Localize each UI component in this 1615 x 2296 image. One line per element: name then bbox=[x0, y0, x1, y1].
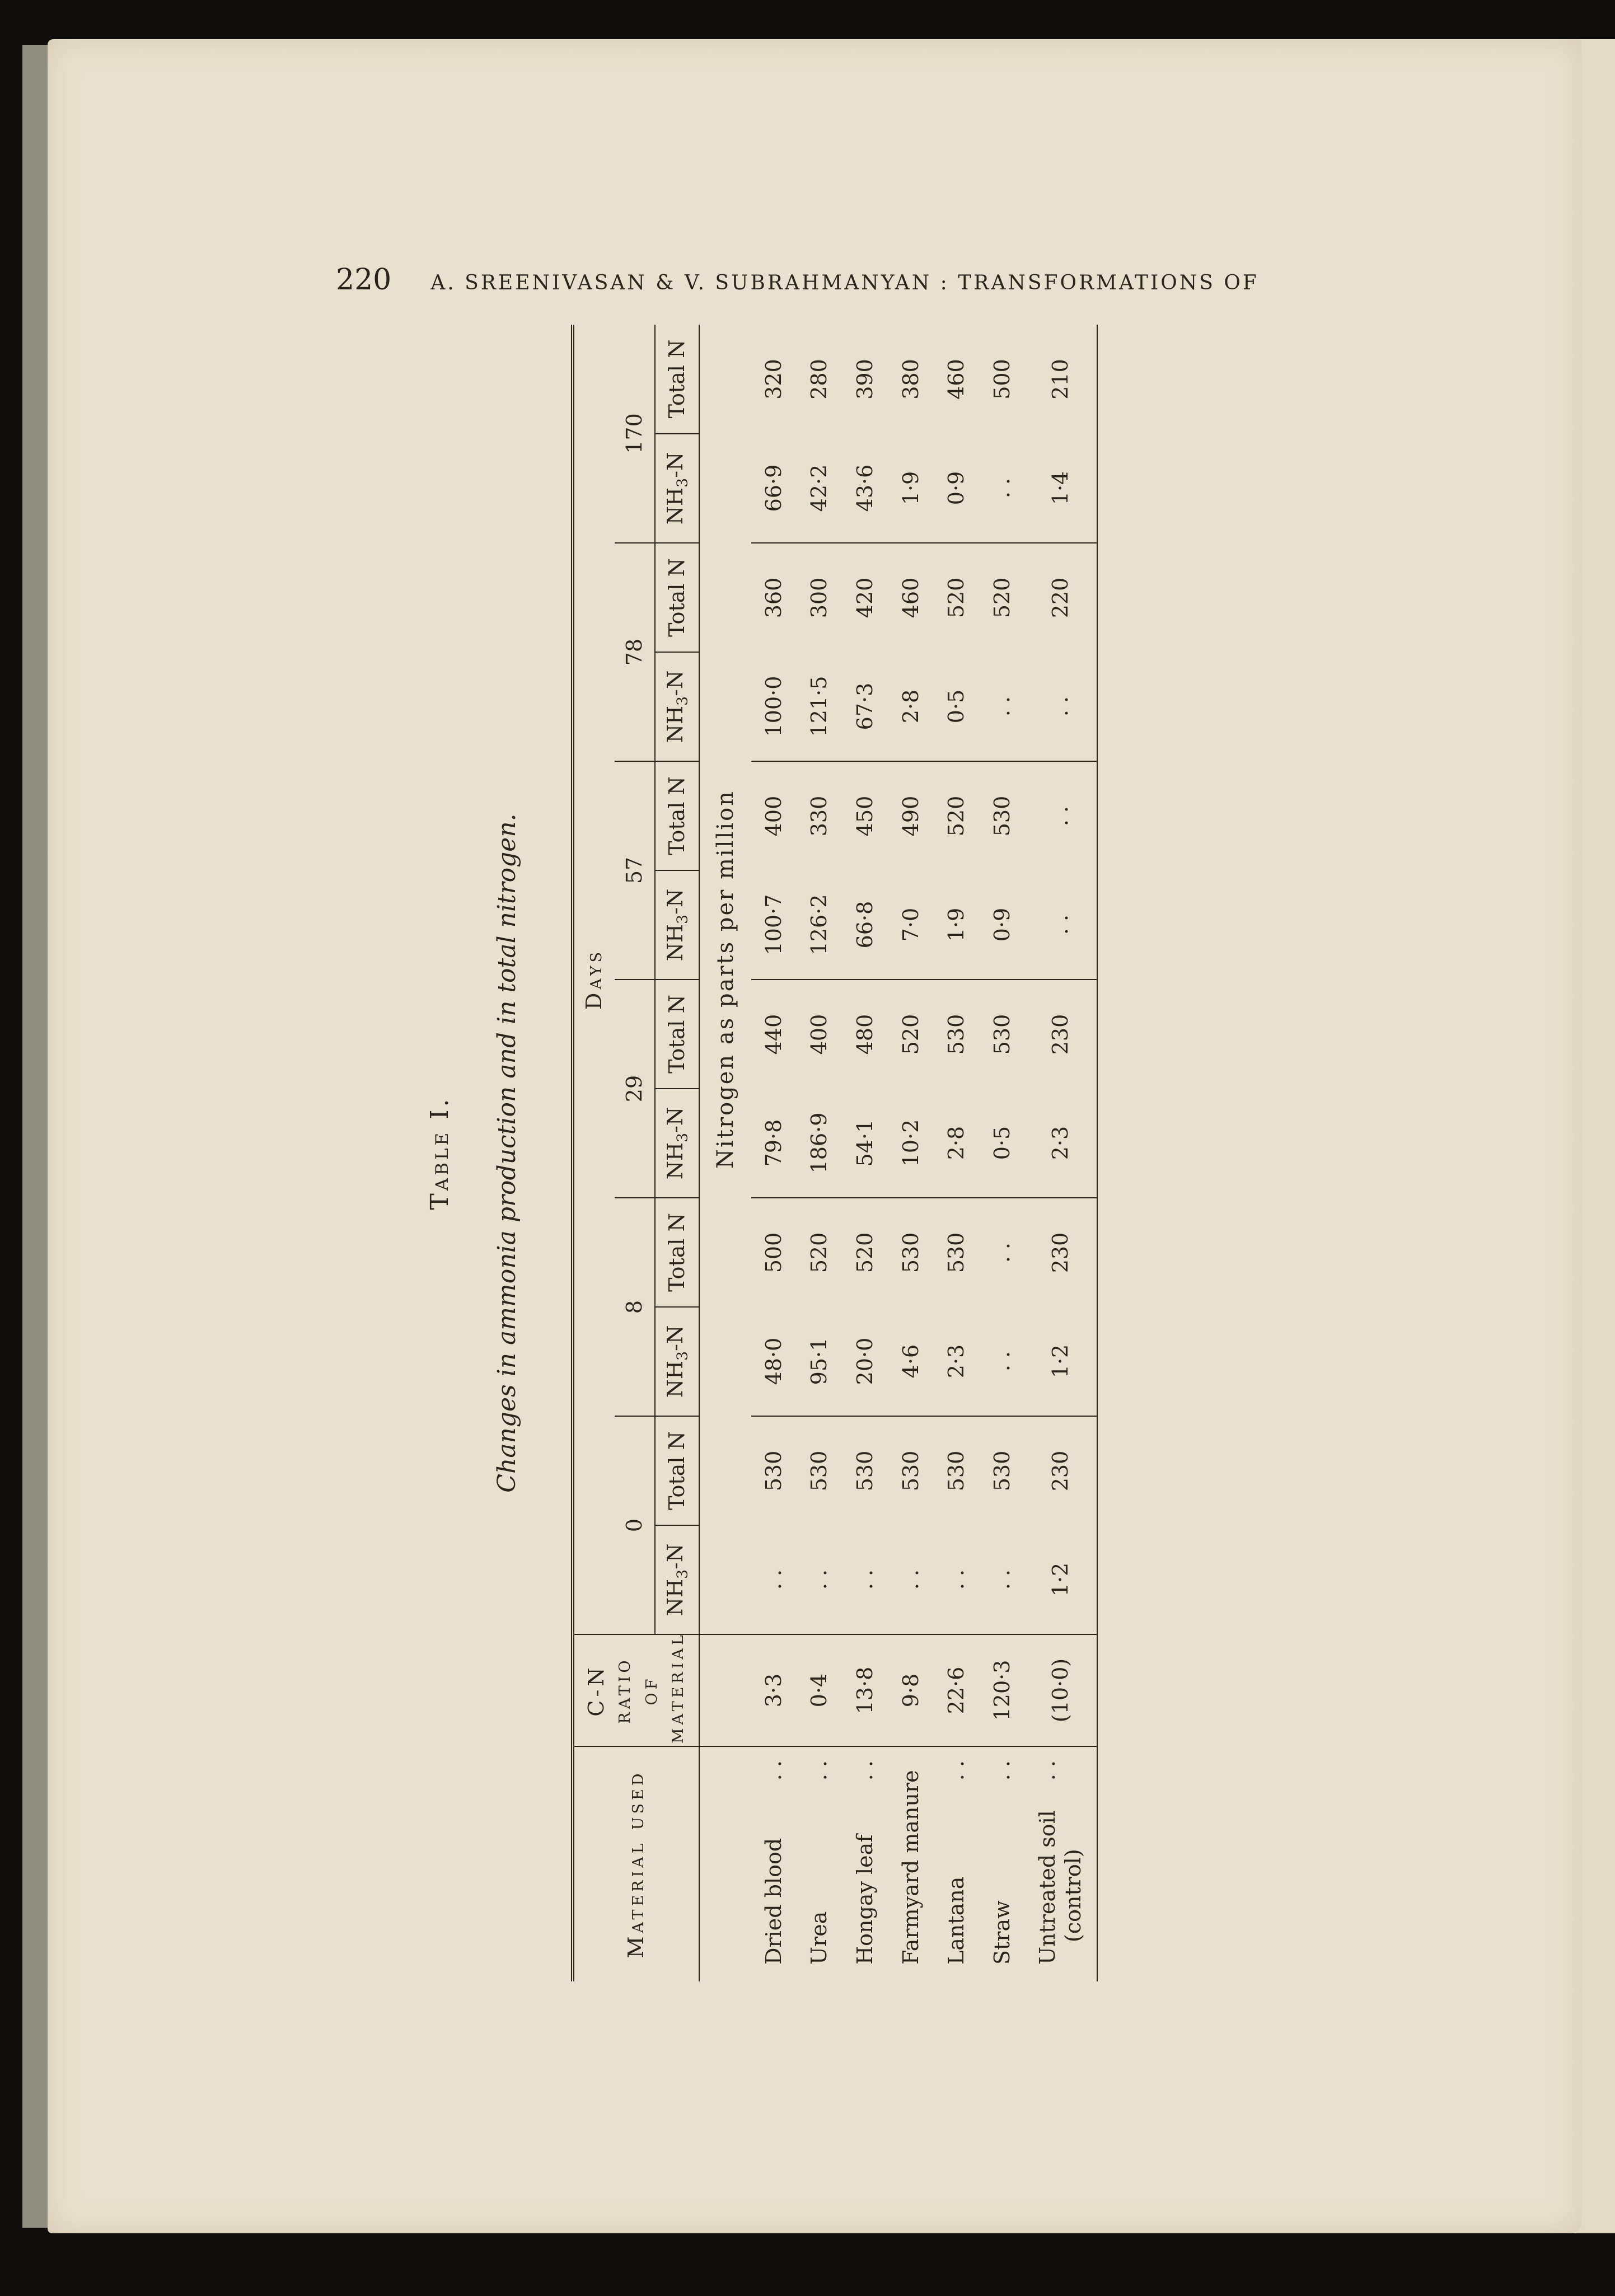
nh3-n-cell: 100·7 bbox=[751, 870, 797, 980]
header-day: 0 bbox=[615, 1416, 656, 1634]
nh3-suffix: -N bbox=[663, 1543, 687, 1569]
total-n-cell: 530 bbox=[898, 1450, 923, 1492]
nh3-n-cell: 1·9 bbox=[934, 870, 980, 980]
nh3-n-cell: 43·6 bbox=[842, 434, 888, 543]
material-name: Straw bbox=[989, 1900, 1014, 1965]
nh3-n-cell: 66·9 bbox=[751, 434, 797, 543]
total-n-cell: 490 bbox=[898, 795, 923, 837]
nh3-subscript: 3 bbox=[673, 1351, 691, 1361]
total-n-cell: 530 bbox=[989, 1014, 1014, 1055]
material-cell bbox=[888, 1746, 934, 1981]
cn-ratio-cell: (10·0) bbox=[1025, 1634, 1097, 1746]
nh3-n-cell: 1·2 bbox=[1025, 1525, 1097, 1634]
nh3-n-cell: 2·3 bbox=[934, 1307, 980, 1416]
header-nh3-n bbox=[655, 1525, 699, 1634]
header-row-days bbox=[573, 325, 615, 1981]
total-n-cell: 320 bbox=[761, 359, 786, 400]
nh3-n-cell: . . bbox=[751, 1525, 797, 1634]
nh3-n-cell: 0·9 bbox=[934, 434, 980, 543]
nh3-n-cell: 67·3 bbox=[842, 652, 888, 761]
nh3-n-cell: 0·5 bbox=[934, 652, 980, 761]
total-n-cell: 460 bbox=[898, 577, 923, 618]
total-n-cell: 230 bbox=[1025, 980, 1097, 1089]
nh3-n-cell: . . bbox=[842, 1525, 888, 1634]
header-material-label: Material used bbox=[624, 1770, 649, 1958]
nh3-n-cell: 95·1 bbox=[797, 1307, 842, 1416]
material-cell bbox=[1025, 1746, 1097, 1981]
nh3-n-cell: 48·0 bbox=[751, 1307, 797, 1416]
cn-ratio-cell: 22·6 bbox=[934, 1634, 980, 1746]
material-cell bbox=[934, 1746, 980, 1981]
running-head: A. SREENIVASAN & V. SUBRAHMANYAN : TRANSFORMATIONS OF bbox=[430, 271, 1259, 294]
nh3-n-cell: . . bbox=[888, 1525, 934, 1634]
nh3-n-cell: 100·0 bbox=[751, 652, 797, 761]
header-nh3-n bbox=[655, 652, 699, 761]
rotated-table-block bbox=[425, 325, 1204, 1981]
total-n-cell: 360 bbox=[761, 577, 786, 618]
total-n-cell: 520 bbox=[944, 795, 969, 837]
nh3-n-cell: . . bbox=[934, 1525, 980, 1634]
total-n-cell: 300 bbox=[807, 577, 832, 618]
header-total-n: Total N bbox=[655, 543, 699, 652]
total-n-cell: 530 bbox=[761, 1450, 786, 1492]
material-cell bbox=[842, 1746, 888, 1981]
nh3-subscript: 3 bbox=[673, 477, 691, 488]
nh3-prefix: NH bbox=[663, 1360, 687, 1398]
leader-dots: . . bbox=[853, 1760, 878, 1781]
table-row bbox=[934, 325, 980, 1981]
material-cell bbox=[980, 1746, 1026, 1981]
total-n-cell: 210 bbox=[1025, 325, 1097, 434]
total-n-cell: . . bbox=[1025, 761, 1097, 870]
nh3-n-cell: 54·1 bbox=[842, 1089, 888, 1198]
header-days: Days bbox=[573, 325, 615, 1634]
nh3-n-cell: 7·0 bbox=[888, 870, 934, 980]
header-total-n: Total N bbox=[655, 761, 699, 870]
leader-dots: . . bbox=[944, 1760, 969, 1781]
material-name: Hongay leaf bbox=[853, 1834, 878, 1965]
material-name-continued: (control) bbox=[1060, 1849, 1085, 1942]
total-n-cell: 330 bbox=[807, 795, 832, 837]
total-n-cell: 440 bbox=[761, 1014, 786, 1055]
table-row bbox=[751, 325, 797, 1981]
page-header bbox=[336, 263, 1288, 302]
nh3-n-cell: 1·9 bbox=[888, 434, 934, 543]
nh3-n-cell: 0·5 bbox=[980, 1089, 1026, 1198]
nh3-n-cell: . . bbox=[980, 652, 1026, 761]
nh3-n-cell: 1·4 bbox=[1025, 434, 1097, 543]
total-n-cell: 230 bbox=[1025, 1416, 1097, 1525]
header-day: 57 bbox=[615, 761, 656, 980]
nh3-n-cell: 2·8 bbox=[888, 652, 934, 761]
nh3-n-cell: 186·9 bbox=[797, 1089, 842, 1198]
nh3-n-cell: 4·6 bbox=[888, 1307, 934, 1416]
total-n-cell: 530 bbox=[989, 1450, 1014, 1492]
nh3-n-cell: . . bbox=[1025, 870, 1097, 980]
nh3-n-cell: 0·9 bbox=[980, 870, 1026, 980]
material-cell bbox=[751, 1746, 797, 1981]
nh3-n-cell: . . bbox=[980, 434, 1026, 543]
table-row bbox=[980, 325, 1026, 1981]
total-n-cell: 450 bbox=[853, 795, 878, 837]
table-row bbox=[1025, 325, 1097, 1981]
material-cell bbox=[797, 1746, 842, 1981]
total-n-cell: 500 bbox=[989, 359, 1014, 400]
nh3-n-cell: 2·3 bbox=[1025, 1089, 1097, 1198]
nh3-suffix: -N bbox=[663, 452, 687, 478]
total-n-cell: 420 bbox=[853, 577, 878, 618]
nh3-suffix: -N bbox=[663, 1107, 687, 1133]
nh3-suffix: -N bbox=[663, 670, 687, 696]
nh3-n-cell: 10·2 bbox=[888, 1089, 934, 1198]
nh3-n-cell: . . bbox=[797, 1525, 842, 1634]
total-n-cell: 280 bbox=[807, 359, 832, 400]
header-nh3-n bbox=[655, 1307, 699, 1416]
table-row bbox=[842, 325, 888, 1981]
nh3-prefix: NH bbox=[663, 705, 687, 743]
header-total-n: Total N bbox=[655, 325, 699, 434]
unit-label: Nitrogen as parts per million bbox=[699, 325, 751, 1634]
header-ratio-line2: of bbox=[636, 1675, 662, 1705]
nh3-subscript: 3 bbox=[673, 1569, 691, 1579]
total-n-cell: 500 bbox=[761, 1232, 786, 1273]
material-name: Untreated soil bbox=[1035, 1810, 1060, 1965]
total-n-cell: 220 bbox=[1025, 543, 1097, 652]
table-row bbox=[888, 325, 934, 1981]
total-n-cell: . . bbox=[989, 1242, 1014, 1263]
nh3-n-cell: . . bbox=[980, 1525, 1026, 1634]
material-name: Dried blood bbox=[761, 1838, 786, 1965]
leader-dots: . . bbox=[807, 1760, 832, 1781]
nh3-prefix: NH bbox=[663, 924, 687, 962]
header-total-n: Total N bbox=[655, 1416, 699, 1525]
nh3-prefix: NH bbox=[663, 1578, 687, 1616]
total-n-cell: 530 bbox=[944, 1450, 969, 1492]
material-name: Urea bbox=[807, 1911, 832, 1965]
header-day: 170 bbox=[615, 325, 656, 543]
table-label: Table I. bbox=[425, 1096, 454, 1210]
nh3-prefix: NH bbox=[663, 1142, 687, 1180]
cn-ratio-cell: 13·8 bbox=[842, 1634, 888, 1746]
material-name: Farmyard manure bbox=[898, 1770, 923, 1965]
total-n-cell: 520 bbox=[898, 1014, 923, 1055]
unit-spacer bbox=[699, 1634, 751, 1746]
nh3-subscript: 3 bbox=[673, 1132, 691, 1142]
header-nh3-n bbox=[655, 1089, 699, 1198]
total-n-cell: 520 bbox=[989, 577, 1014, 618]
nh3-n-cell: 79·8 bbox=[751, 1089, 797, 1198]
nh3-prefix: NH bbox=[663, 487, 687, 525]
header-nh3-n bbox=[655, 434, 699, 543]
table-row bbox=[797, 325, 842, 1981]
nh3-n-cell: 121·5 bbox=[797, 652, 842, 761]
leader-dots: . . bbox=[1035, 1760, 1060, 1781]
cn-ratio-cell: 0·4 bbox=[797, 1634, 842, 1746]
total-n-cell: 400 bbox=[761, 795, 786, 837]
header-nh3-n bbox=[655, 870, 699, 980]
nh3-n-cell: 20·0 bbox=[842, 1307, 888, 1416]
total-n-cell: 520 bbox=[944, 577, 969, 618]
header-day: 29 bbox=[615, 980, 656, 1198]
header-ratio-line3: material bbox=[663, 1632, 689, 1744]
header-total-n: Total N bbox=[655, 1198, 699, 1307]
unit-row bbox=[699, 325, 751, 1981]
header-day: 8 bbox=[615, 1198, 656, 1416]
nh3-n-cell: 66·8 bbox=[842, 870, 888, 980]
total-n-cell: 400 bbox=[807, 1014, 832, 1055]
total-n-cell: 530 bbox=[807, 1450, 832, 1492]
header-total-n: Total N bbox=[655, 980, 699, 1089]
material-name: Lantana bbox=[944, 1876, 969, 1965]
header-day: 78 bbox=[615, 543, 656, 761]
nh3-n-cell: 126·2 bbox=[797, 870, 842, 980]
total-n-cell: 390 bbox=[853, 359, 878, 400]
nh3-suffix: -N bbox=[663, 1325, 687, 1351]
nh3-n-cell: . . bbox=[980, 1307, 1026, 1416]
nh3-n-cell: . . bbox=[1025, 652, 1097, 761]
total-n-cell: 530 bbox=[853, 1450, 878, 1492]
nh3-subscript: 3 bbox=[673, 914, 691, 924]
total-n-cell: 530 bbox=[898, 1232, 923, 1273]
total-n-cell: 530 bbox=[989, 795, 1014, 837]
leader-dots: . . bbox=[761, 1760, 786, 1781]
total-n-cell: 480 bbox=[853, 1014, 878, 1055]
total-n-cell: 230 bbox=[1025, 1198, 1097, 1307]
nh3-subscript: 3 bbox=[673, 696, 691, 706]
page-number: 220 bbox=[336, 263, 392, 297]
leader-dots: . . bbox=[989, 1760, 1014, 1781]
cn-ratio-cell: 9·8 bbox=[888, 1634, 934, 1746]
nitrogen-table bbox=[571, 325, 1098, 1981]
table-caption: Changes in ammonia production and in total nitrogen. bbox=[493, 813, 521, 1493]
total-n-cell: 530 bbox=[944, 1014, 969, 1055]
unit-spacer bbox=[699, 1746, 751, 1981]
header-material bbox=[573, 1746, 699, 1981]
total-n-cell: 460 bbox=[944, 359, 969, 400]
total-n-cell: 530 bbox=[944, 1232, 969, 1273]
nh3-n-cell: 2·8 bbox=[934, 1089, 980, 1198]
header-ratio-line1: C-N ratio bbox=[583, 1657, 635, 1724]
nh3-suffix: -N bbox=[663, 888, 687, 915]
cn-ratio-cell: 120·3 bbox=[980, 1634, 1026, 1746]
header-cn-ratio bbox=[573, 1634, 699, 1746]
total-n-cell: 380 bbox=[898, 359, 923, 400]
nh3-n-cell: 1·2 bbox=[1025, 1307, 1097, 1416]
total-n-cell: 520 bbox=[853, 1232, 878, 1273]
nh3-n-cell: 42·2 bbox=[797, 434, 842, 543]
total-n-cell: 520 bbox=[807, 1232, 832, 1273]
cn-ratio-cell: 3·3 bbox=[751, 1634, 797, 1746]
